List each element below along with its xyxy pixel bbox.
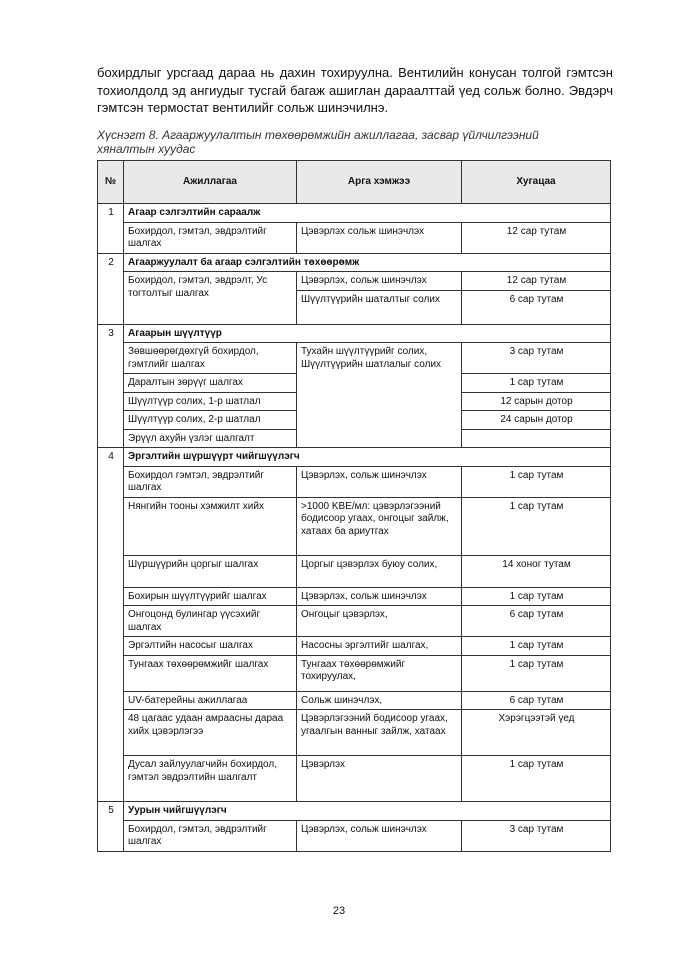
table-row [98,466,611,497]
period-cell: Хэрэгцээтэй үед [462,710,611,756]
table-row [98,691,611,710]
task-cell: Эрүүл ахуйн үзлэг шалгалт [124,429,297,448]
header-action: Арга хэмжээ [297,161,462,204]
task-cell: UV-батерейны ажиллагаа [124,691,297,710]
task-cell: Бохирдол, гэмтэл, эвдрэлтийг шалгах [124,820,297,851]
action-cell: Тунгаах төхөөрөмжийг тохируулах, [297,655,462,691]
action-cell: Цэвэрлэх, сольж шинэчлэх [297,587,462,606]
period-cell: 1 сар тутам [462,756,611,802]
task-cell: Бохирдол, гэмтэл, эвдрэлтийг шалгах [124,222,297,253]
section-number: 4 [98,448,124,802]
section-row [98,204,611,223]
table-caption: Хүснэгт 8. Агааржуулалтын төхөөрөмжийн ажиллагаа, засвар үйлчилгээний хяналтын хуудас [97,128,539,156]
task-cell: Эргэлтийн насосыг шалгах [124,637,297,656]
task-cell: Шүүлтүүр солих, 2-р шатлал [124,411,297,430]
section-title: Агааржуулалт ба агаар сэлгэлтийн төхөөрөмж [124,253,611,272]
period-cell: 14 хоног тутам [462,555,611,587]
period-cell: 1 сар тутам [462,466,611,497]
header-task: Ажиллагаа [124,161,297,204]
table-row [98,497,611,555]
task-cell: Бохирын шүүлтүүрийг шалгах [124,587,297,606]
header-no: № [98,161,124,204]
task-cell: 48 цагаас удаан амраасны дараа хийх цэвэрлэгээ [124,710,297,756]
period-cell: 12 сар тутам [462,222,611,253]
action-cell: Сольж шинэчлэх, [297,691,462,710]
action-cell: Тухайн шүүлтүүрийг солих, Шүүлтүүрийн шатлалыг солих [297,343,462,448]
table-row [98,637,611,656]
period-cell: 24 сарын дотор [462,411,611,430]
section-title: Уурын чийгшүүлэгч [124,802,611,821]
table-header-row [98,161,611,204]
action-cell: Цоргыг цэвэрлэх буюу солих, [297,555,462,587]
section-number: 5 [98,802,124,852]
section-title: Агаарын шүүлтүүр [124,324,611,343]
action-cell: Цэвэрлэх [297,756,462,802]
action-cell: Цэвэрлэх, сольж шинэчлэх [297,272,462,291]
task-cell: Шүүлтүүр солих, 1-р шатлал [124,392,297,411]
table-row [98,655,611,691]
table-row [98,710,611,756]
period-cell [462,429,611,448]
action-cell: Насосны эргэлтийг шалгах, [297,637,462,656]
period-cell: 12 сарын дотор [462,392,611,411]
table-row [98,587,611,606]
header-period: Хугацаа [462,161,611,204]
intro-paragraph: бохирдлыг урсгаад дараа нь дахин тохируулна. Вентилийн конусан толгой гэмтсэн тохиолдолд эд ангиудыг тусгай багаж ашиглан дараалттай үед сольж болно. Эвдэрч гэмтсэн термостат вентилийг сольж шинэчилнэ. [97,65,613,115]
period-cell: 6 сар тутам [462,691,611,710]
task-cell: Бохирдол гэмтэл, эвдрэлтийг шалгах [124,466,297,497]
task-cell: Зөвшөөрөгдөхгүй бохирдол, гэмтлийг шалгах [124,343,297,374]
period-cell: 1 сар тутам [462,587,611,606]
section-number: 2 [98,253,124,324]
table-row [98,606,611,637]
table-row [98,272,611,291]
period-cell: 6 сар тутам [462,290,611,324]
maintenance-table [97,160,611,852]
page-number: 23 [332,905,346,917]
task-cell: Дусал зайлуулагчийн бохирдол, гэмтэл эвдрэлтийн шалгалт [124,756,297,802]
action-cell: Цэвэрлэх, сольж шинэчлэх [297,466,462,497]
section-title: Агаар сэлгэлтийн сараалж [124,204,611,223]
period-cell: 6 сар тутам [462,606,611,637]
section-number: 3 [98,324,124,448]
task-cell: Нянгийн тооны хэмжилт хийх [124,497,297,555]
section-title: Эргэлтийн шүршүүрт чийгшүүлэгч [124,448,611,467]
period-cell: 1 сар тутам [462,497,611,555]
action-cell: Шүүлтүүрийн шаталтыг солих [297,290,462,324]
period-cell: 1 сар тутам [462,374,611,393]
section-row [98,324,611,343]
table-row [98,222,611,253]
task-cell: Тунгаах төхөөрөмжийг шалгах [124,655,297,691]
task-cell: Бохирдол, гэмтэл, эвдрэлт, Ус тогтолтыг шалгах [124,272,297,325]
period-cell: 1 сар тутам [462,655,611,691]
action-cell: Цэвэрлэх сольж шинэчлэх [297,222,462,253]
period-cell: 1 сар тутам [462,637,611,656]
section-row [98,802,611,821]
section-row [98,253,611,272]
task-cell: Даралтын зөрүүг шалгах [124,374,297,393]
action-cell: Цэвэрлэх, сольж шинэчлэх [297,820,462,851]
period-cell: 3 сар тутам [462,343,611,374]
task-cell: Онгоцонд булингар үүсэхийг шалгах [124,606,297,637]
table-row [98,820,611,851]
table-row [98,555,611,587]
table-row [98,343,611,374]
action-cell: Цэвэрлэгээний бодисоор угаах, угаалгын ванныг зайлж, хатаах [297,710,462,756]
task-cell: Шүршүүрийн цоргыг шалгах [124,555,297,587]
action-cell: Онгоцыг цэвэрлэх, [297,606,462,637]
section-row [98,448,611,467]
period-cell: 12 сар тутам [462,272,611,291]
table-row [98,756,611,802]
period-cell: 3 сар тутам [462,820,611,851]
action-cell: >1000 KBE/мл: цэвэрлэгээний бодисоор угаах, онгоцыг зайлж, хатаах ба ариутгах [297,497,462,555]
section-number: 1 [98,204,124,254]
